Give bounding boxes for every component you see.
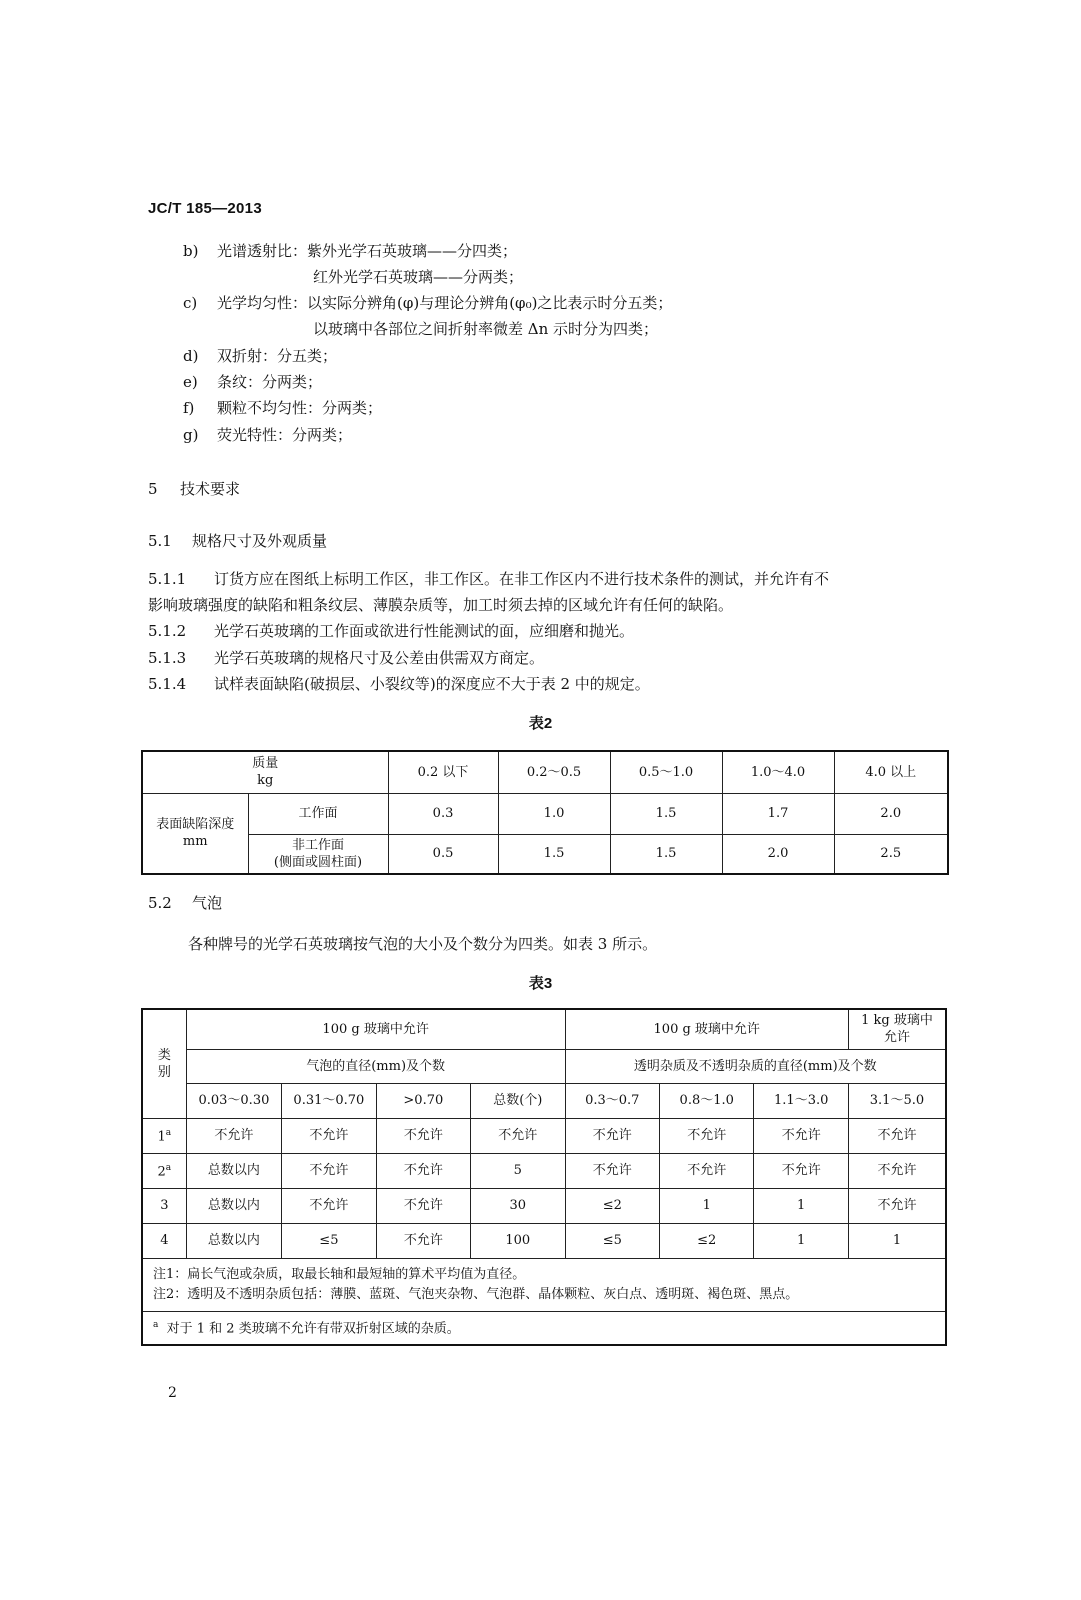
- table-cell: 总数以内: [186, 1223, 281, 1258]
- table-cell: 0.5: [388, 834, 498, 874]
- table-cell: 不允许: [565, 1118, 659, 1153]
- table-cell: 不允许: [848, 1118, 946, 1153]
- table-cell: 不允许: [471, 1118, 565, 1153]
- table-notes: [142, 1258, 946, 1311]
- table-header-cell: 1.1～3.0: [754, 1083, 848, 1118]
- table-cell: 100: [471, 1223, 565, 1258]
- table-cell: 不允许: [754, 1153, 848, 1188]
- table-cell: 2.0: [834, 793, 948, 834]
- note-2: 注2：透明及不透明杂质包括：薄膜、蓝斑、气泡夹杂物、气泡群、晶体颗粒、灰白点、透明斑、褐色斑、黑点。: [153, 1286, 799, 1302]
- list-label: c): [183, 294, 198, 312]
- class-cell: [142, 1223, 186, 1258]
- section-number: 5: [148, 480, 158, 498]
- table-cell: 1: [660, 1188, 754, 1223]
- section-number: 5.1: [148, 532, 172, 550]
- table-header-cell: 3.1～5.0: [848, 1083, 946, 1118]
- table-row: [142, 1311, 946, 1345]
- list-item-b: [183, 240, 517, 261]
- table-header-cell: 0.2 以下: [388, 751, 498, 793]
- list-item-e: [183, 371, 322, 392]
- group-header: 100 g 玻璃中允许: [186, 1009, 565, 1049]
- row-label-line: (侧面或圆柱面): [273, 854, 363, 870]
- class-number: 1: [157, 1129, 166, 1145]
- section-number: 5.2: [148, 894, 172, 912]
- table-cell: 5: [471, 1153, 565, 1188]
- list-item-d: [183, 345, 337, 366]
- section-title: 规格尺寸及外观质量: [192, 532, 328, 550]
- table-header-cell: 0.2～0.5: [498, 751, 610, 793]
- class-number: 4: [160, 1233, 169, 1248]
- section-5-heading: [148, 478, 240, 499]
- group-unit: mm: [182, 834, 208, 850]
- clause-text: 订货方应在图纸上标明工作区，非工作区。在非工作区内不进行技术条件的测试，并允许有不: [214, 570, 830, 588]
- table-header-cell: 0.5～1.0: [610, 751, 722, 793]
- list-label: e): [183, 373, 198, 391]
- list-text: 条纹：分两类；: [217, 373, 323, 391]
- table-row: [142, 751, 948, 793]
- table-cell: 不允许: [186, 1118, 281, 1153]
- class-label: 类: [157, 1047, 171, 1063]
- section-title: 技术要求: [180, 480, 241, 498]
- footnote-text: 对于 1 和 2 类玻璃不允许有带双折射区域的杂质。: [166, 1321, 460, 1337]
- row-label: 工作面: [248, 793, 388, 834]
- list-item-g: [183, 424, 352, 445]
- table-row: [142, 834, 948, 874]
- table-cell: 不允许: [376, 1118, 470, 1153]
- table-row: [142, 1223, 946, 1258]
- table-header-cell: 0.3～0.7: [565, 1083, 659, 1118]
- table-header-cell: 0.03～0.30: [186, 1083, 281, 1118]
- clause-5-1-1: [148, 568, 829, 589]
- table-header-cell: 0.8～1.0: [660, 1083, 754, 1118]
- table-cell: 不允许: [660, 1153, 754, 1188]
- footnote-ref: a: [165, 1163, 172, 1174]
- section-5-2-heading: [148, 892, 222, 913]
- table-row: [142, 1009, 946, 1049]
- table-cell: 1: [754, 1223, 848, 1258]
- table-cell: 不允许: [376, 1188, 470, 1223]
- table-cell: 不允许: [282, 1118, 376, 1153]
- table-header-cell: 1.0～4.0: [722, 751, 834, 793]
- table-cell: 总数以内: [186, 1188, 281, 1223]
- footnote-mark: a: [153, 1320, 159, 1331]
- group-header: 100 g 玻璃中允许: [565, 1009, 848, 1049]
- table-3-caption: 表3: [528, 975, 553, 992]
- class-cell: [142, 1153, 186, 1188]
- subgroup-header: 气泡的直径(mm)及个数: [186, 1049, 565, 1083]
- table-cell: 不允许: [754, 1118, 848, 1153]
- clause-text: 光学石英玻璃的规格尺寸及公差由供需双方商定。: [214, 649, 545, 667]
- table-row: [142, 1083, 946, 1118]
- subgroup-header: 透明杂质及不透明杂质的直径(mm)及个数: [565, 1049, 946, 1083]
- table-cell: 1: [754, 1188, 848, 1223]
- class-number: 2: [157, 1164, 166, 1180]
- table-cell: ≤2: [565, 1188, 659, 1223]
- table-cell: 不允许: [376, 1153, 470, 1188]
- table-cell: 不允许: [565, 1153, 659, 1188]
- class-number: 3: [160, 1198, 169, 1213]
- table-header-cell: 4.0 以上: [834, 751, 948, 793]
- table-2: [141, 750, 949, 875]
- row-group-label: [142, 793, 248, 874]
- class-cell: [142, 1118, 186, 1153]
- table-header-cell: 总数(个): [471, 1083, 565, 1118]
- table-cell: 不允许: [848, 1153, 946, 1188]
- clause-5-1-2: [148, 620, 634, 641]
- note-1: 注1：扁长气泡或杂质，取最长轴和最短轴的算术平均值为直径。: [153, 1266, 526, 1282]
- header-unit: kg: [257, 773, 274, 789]
- clause-number: 5.1.3: [148, 649, 187, 667]
- group-header-line: 1 kg 玻璃中: [861, 1013, 933, 1029]
- list-label: g): [183, 426, 199, 444]
- class-label: 别: [157, 1064, 171, 1080]
- group-header-line: 允许: [883, 1030, 910, 1046]
- table-cell: 不允许: [282, 1188, 376, 1223]
- list-label: f): [183, 399, 195, 417]
- table-row: [142, 1153, 946, 1188]
- group-header: [848, 1009, 946, 1049]
- table-cell: 不允许: [282, 1153, 376, 1188]
- table-cell: ≤5: [282, 1223, 376, 1258]
- table-cell: 不允许: [848, 1188, 946, 1223]
- clause-5-1-4: [148, 673, 650, 694]
- section-5-1-heading: [148, 530, 327, 551]
- group-label: 表面缺陷深度: [156, 817, 235, 833]
- clause-text: 光学石英玻璃的工作面或欲进行性能测试的面，应细磨和抛光。: [214, 622, 635, 640]
- list-text: 双折射：分五类；: [217, 347, 338, 365]
- class-header: [142, 1009, 186, 1118]
- row-label-line: 非工作面: [292, 837, 345, 853]
- table-row: [142, 793, 948, 834]
- list-text: 颗粒不均匀性：分两类；: [217, 399, 383, 417]
- row-label: [248, 834, 388, 874]
- table-header-cell: >0.70: [376, 1083, 470, 1118]
- table-row: [142, 1118, 946, 1153]
- table-header-cell: [142, 751, 388, 793]
- table-cell: 1.5: [610, 793, 722, 834]
- table-cell: 1.0: [498, 793, 610, 834]
- table-footnote: [142, 1311, 946, 1345]
- list-text: 荧光特性：分两类；: [217, 426, 353, 444]
- table-header-cell: 0.31～0.70: [282, 1083, 376, 1118]
- list-label: d): [183, 347, 199, 365]
- clause-5-1-3: [148, 647, 544, 668]
- list-label: b): [183, 242, 199, 260]
- table-cell: 2.5: [834, 834, 948, 874]
- table-cell: 30: [471, 1188, 565, 1223]
- table-row: [142, 1258, 946, 1311]
- table-cell: 不允许: [660, 1118, 754, 1153]
- clause-text: 试样表面缺陷(破损层、小裂纹等)的深度应不大于表 2 中的规定。: [214, 675, 650, 693]
- section-5-2-paragraph: 各种牌号的光学石英玻璃按气泡的大小及个数分为四类。如表 3 所示。: [188, 935, 658, 953]
- clause-number: 5.1.1: [148, 570, 187, 588]
- table-cell: 2.0: [722, 834, 834, 874]
- table-cell: 不允许: [376, 1223, 470, 1258]
- list-item-c: [183, 292, 672, 313]
- table-cell: 1.5: [610, 834, 722, 874]
- table-2-caption: 表2: [528, 715, 553, 732]
- table-cell: ≤2: [660, 1223, 754, 1258]
- class-cell: [142, 1188, 186, 1223]
- table-cell: ≤5: [565, 1223, 659, 1258]
- standard-number: JC/T 185—2013: [148, 200, 262, 217]
- list-item-f: [183, 397, 382, 418]
- table-row: [142, 1188, 946, 1223]
- table-cell: 1.7: [722, 793, 834, 834]
- list-text: 光学均匀性：以实际分辨角(φ)与理论分辨角(φ₀)之比表示时分五类；: [217, 294, 673, 312]
- table-3: [141, 1008, 947, 1346]
- table-cell: 0.3: [388, 793, 498, 834]
- header-label: 质量: [252, 756, 279, 772]
- table-row: [142, 1049, 946, 1083]
- footnote-ref: a: [165, 1128, 172, 1139]
- clause-5-1-1-cont: 影响玻璃强度的缺陷和粗条纹层、薄膜杂质等，加工时须去掉的区域允许有任何的缺陷。: [148, 596, 734, 614]
- clause-number: 5.1.4: [148, 675, 187, 693]
- table-cell: 总数以内: [186, 1153, 281, 1188]
- table-cell: 1.5: [498, 834, 610, 874]
- page-number: 2: [168, 1385, 177, 1401]
- list-text: 光谱透射比：紫外光学石英玻璃——分四类；: [217, 242, 518, 260]
- section-title: 气泡: [192, 894, 223, 912]
- list-item-c-cont: 以玻璃中各部位之间折射率微差 Δn 示时分为四类；: [313, 320, 659, 338]
- list-item-b-cont: 红外光学石英玻璃——分两类；: [313, 268, 524, 286]
- clause-number: 5.1.2: [148, 622, 187, 640]
- table-cell: 1: [848, 1223, 946, 1258]
